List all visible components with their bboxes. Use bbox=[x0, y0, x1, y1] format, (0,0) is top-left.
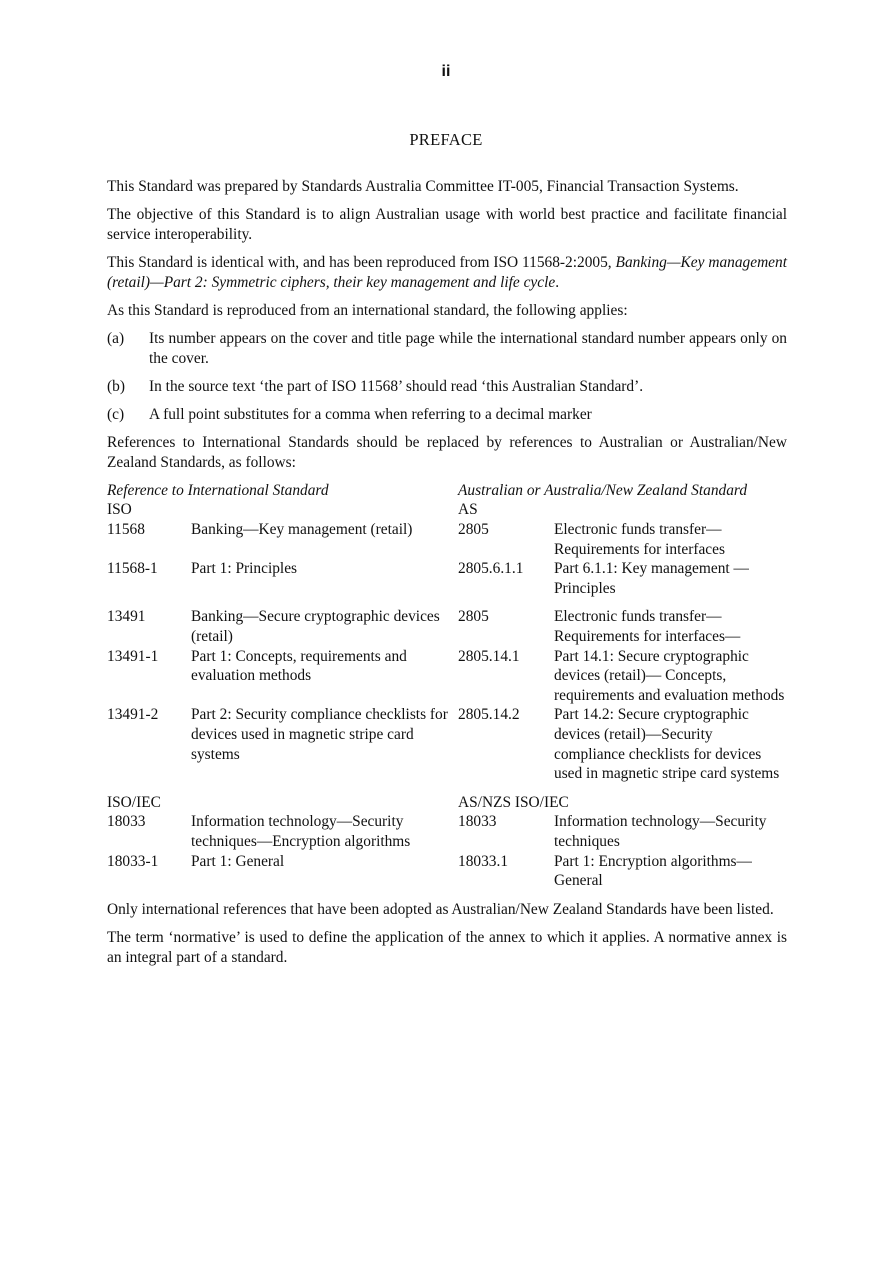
as-title-cell: Part 1: Encryption algorithms—General bbox=[554, 852, 752, 890]
iso-title-cell: Banking—Secure cryptographic devices (retail) bbox=[191, 608, 440, 646]
as-title-cell: Electronic funds transfer—Requirements for interfaces bbox=[554, 521, 725, 558]
iso-title-cell: Part 2: Security compliance checklists for devices used in magnetic stripe card systems bbox=[191, 706, 448, 763]
applies-paragraph: As this Standard is reproduced from an international standard, the following applies: bbox=[107, 301, 628, 319]
iso-number: 13491-1 bbox=[107, 647, 159, 665]
normative-paragraph: The term ‘normative’ is used to define the application of the annex to which it applies. A normative annex is an integral part of a standard. bbox=[107, 928, 787, 966]
list-text: A full point substitutes for a comma when referring to a decimal marker bbox=[149, 405, 592, 423]
list-marker: (c) bbox=[107, 405, 125, 423]
as-title-cell: Electronic funds transfer—Requirements for interfaces— bbox=[554, 608, 741, 646]
iso-number: 18033-1 bbox=[107, 852, 159, 870]
preface-body bbox=[107, 177, 787, 976]
as-number: 2805.14.1 bbox=[458, 647, 520, 665]
list-text: Its number appears on the cover and title page while the international standard number appears only on the cover. bbox=[149, 329, 787, 367]
table-header-row bbox=[107, 481, 787, 501]
reference-table bbox=[107, 481, 787, 891]
committee-paragraph: This Standard was prepared by Standards Australia Committee IT-005, Financial Transaction Systems. bbox=[107, 178, 739, 195]
iso-title-cell: Banking—Key management (retail) bbox=[191, 521, 413, 539]
group-row-iso bbox=[107, 500, 787, 520]
group-label-left: ISO/IEC bbox=[107, 793, 161, 811]
list-marker: (a) bbox=[107, 329, 125, 347]
group-label-right: AS bbox=[458, 501, 478, 519]
identity-prefix: This Standard is identical with, and has been reproduced from ISO 11568-2:2005, bbox=[107, 253, 616, 271]
list-item bbox=[107, 405, 787, 425]
group-row-iso-iec bbox=[107, 784, 787, 813]
as-number: 2805 bbox=[458, 608, 489, 626]
iso-title-cell: Part 1: Concepts, requirements and evaluation methods bbox=[191, 647, 407, 685]
page-title: PREFACE bbox=[409, 130, 483, 149]
identity-paragraph bbox=[107, 253, 787, 292]
objective-paragraph: The objective of this Standard is to align Australian usage with world best practice and facilitate financial service interoperability. bbox=[107, 206, 787, 243]
iso-number: 11568-1 bbox=[107, 560, 158, 578]
list-item bbox=[107, 377, 787, 397]
table-row bbox=[107, 598, 787, 646]
table-row bbox=[107, 647, 787, 706]
iso-title: Banking—Key management (retail)—Part 2: Symmetric ciphers, their key management and life cycle bbox=[107, 253, 787, 291]
list-item bbox=[107, 329, 787, 368]
iso-title-cell: Part 1: Principles bbox=[191, 560, 298, 578]
table-row bbox=[107, 559, 787, 598]
as-number: 2805.6.1.1 bbox=[458, 560, 524, 578]
iso-title-cell: Part 1: General bbox=[191, 852, 285, 870]
as-title-cell: Information technology—Security techniques bbox=[554, 813, 767, 850]
as-number: 2805 bbox=[458, 521, 489, 539]
table-row bbox=[107, 705, 787, 783]
iso-number: 11568 bbox=[107, 521, 145, 539]
page-number: ii bbox=[441, 63, 451, 80]
group-label-right: AS/NZS ISO/IEC bbox=[458, 793, 569, 811]
list-text: In the source text ‘the part of ISO 11568’ should read ‘this Australian Standard’. bbox=[149, 377, 644, 395]
as-title-cell: Part 6.1.1: Key management — Principles bbox=[554, 560, 749, 597]
iso-number: 18033 bbox=[107, 813, 146, 831]
table-row bbox=[107, 812, 787, 851]
as-title-cell: Part 14.2: Secure cryptographic devices (retail)—Security compliance checklists for devices used in magnetic stripe card systems bbox=[554, 706, 780, 783]
iso-title-cell: Information technology—Security techniques—Encryption algorithms bbox=[191, 813, 411, 850]
as-title-cell: Part 14.1: Secure cryptographic devices (retail)— Concepts, requirements and evaluation methods bbox=[554, 647, 785, 704]
references-paragraph: References to International Standards should be replaced by references to Australian or Australian/New Zealand Standards, as follows: bbox=[107, 434, 787, 471]
identity-suffix: . bbox=[555, 273, 560, 291]
as-number: 18033 bbox=[458, 813, 497, 831]
table-row bbox=[107, 520, 787, 559]
group-label-left: ISO bbox=[107, 501, 132, 519]
header-australian: Australian or Australia/New Zealand Standard bbox=[458, 481, 748, 499]
as-number: 2805.14.2 bbox=[458, 706, 520, 724]
table-row bbox=[107, 852, 787, 891]
as-number: 18033.1 bbox=[458, 852, 509, 870]
iso-number: 13491-2 bbox=[107, 706, 159, 724]
list-marker: (b) bbox=[107, 377, 125, 395]
iso-number: 13491 bbox=[107, 608, 146, 626]
adopted-references-paragraph: Only international references that have been adopted as Australian/New Zealand Standards have been listed. bbox=[107, 900, 774, 918]
header-international: Reference to International Standard bbox=[107, 481, 329, 499]
